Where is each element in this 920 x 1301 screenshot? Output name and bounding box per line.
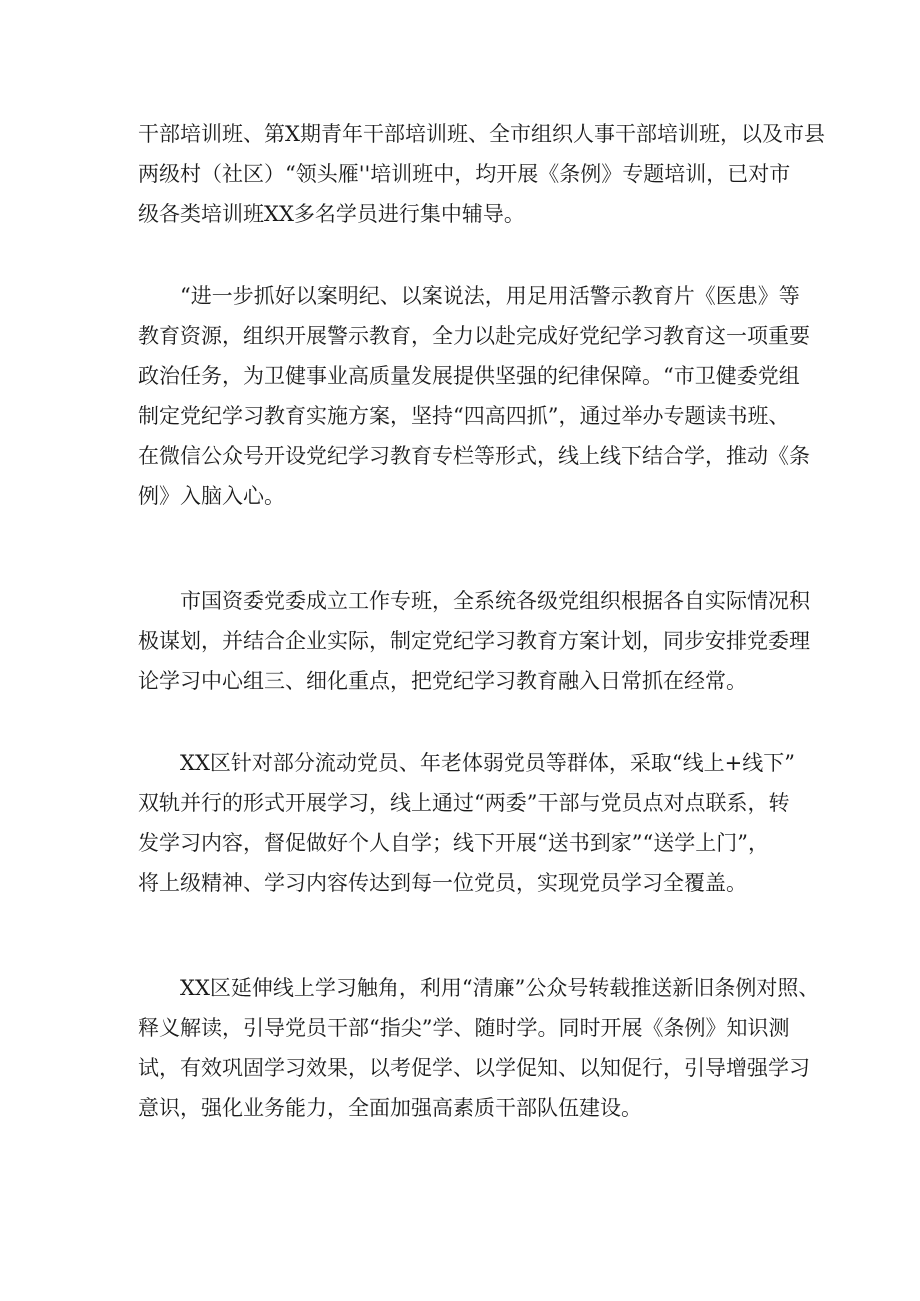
text-line: 两级村（社区）“领头雁''培训班中，均开展《条例》专题培训，已对市 (138, 162, 791, 186)
text-line: 教育资源，组织开展警示教育，全力以赴完成好党纪学习教育这一项重要 (138, 324, 810, 348)
text-line: XX区延伸线上学习触角，利用“清廉”公众号转载推送新旧条例对照、 (138, 976, 820, 1000)
paragraph-district-online (138, 968, 820, 1128)
text-line: 发学习内容，督促做好个人自学；线下开展“送书到家”“送学上门”， (138, 831, 769, 855)
paragraph-sasac (138, 581, 810, 701)
text-line: 意识，强化业务能力，全面加强高素质干部队伍建设。 (138, 1096, 642, 1120)
text-line: 极谋划，并结合企业实际，制定党纪学习教育方案计划，同步安排党委理 (138, 629, 810, 653)
text-line: 将上级精神、学习内容传达到每一位党员，实现党员学习全覆盖。 (138, 871, 747, 895)
text-line: XX区针对部分流动党员、年老体弱党员等群体，采取“线上+线下” (138, 751, 795, 775)
text-line: 论学习中心组三、细化重点，把党纪学习教育融入日常抓在经常。 (138, 669, 747, 693)
text-line: 政治任务，为卫健事业高质量发展提供坚强的纪律保障。“市卫健委党组 (138, 364, 800, 388)
text-line: 试，有效巩固学习效果，以考促学、以学促知、以知促行，引导增强学习 (138, 1056, 810, 1080)
text-line: 释义解读，引导党员干部“指尖”学、随时学。同时开展《条例》知识测 (138, 1016, 790, 1040)
paragraph-health-commission (138, 276, 810, 516)
text-line: 在微信公众号开设党纪学习教育专栏等形式，线上线下结合学，推动《条 (138, 444, 810, 468)
paragraph-district-offline (138, 743, 795, 903)
text-line: “进一步抓好以案明纪、以案说法，用足用活警示教育片《医患》等 (138, 284, 800, 308)
text-line: 市国资委党委成立工作专班，全系统各级党组织根据各自实际情况积 (138, 589, 810, 613)
text-line: 制定党纪学习教育实施方案，坚持“四高四抓”，通过举办专题读书班、 (138, 404, 790, 428)
paragraph-training-classes (138, 114, 825, 234)
text-line: 级各类培训班XX多名学员进行集中辅导。 (138, 202, 525, 226)
text-line: 双轨并行的形式开展学习，线上通过“两委”干部与党员点对点联系，转 (138, 791, 790, 815)
text-line: 例》入脑入心。 (138, 484, 285, 508)
text-line: 干部培训班、第X期青年干部培训班、全市组织人事干部培训班，以及市县 (138, 122, 825, 146)
